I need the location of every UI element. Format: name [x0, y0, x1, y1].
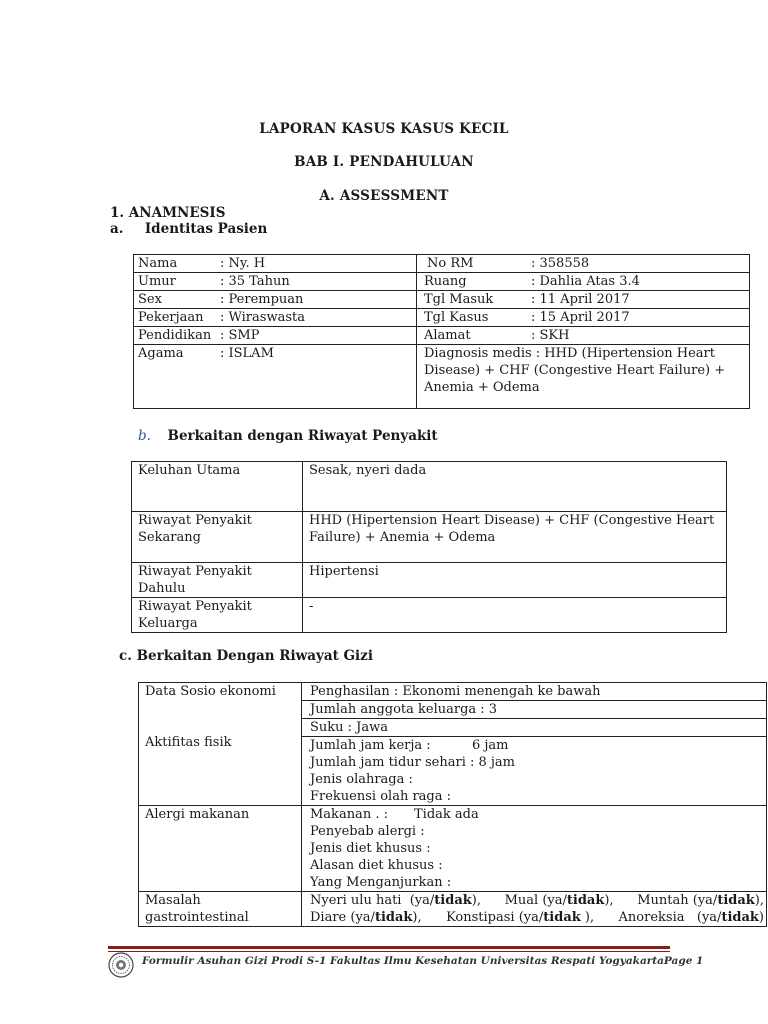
gizi-jam-kerja-val: 6 jam: [472, 738, 509, 753]
gizi-jam-kerja-key: Jumlah jam kerja :: [310, 738, 431, 753]
gastro-item: Anoreksia (ya/tidak): [618, 910, 764, 925]
table-row: [132, 598, 727, 633]
id-val-pendidikan: : SMP: [220, 328, 260, 343]
rp-val-keluhan: Sesak, nyeri dada: [303, 462, 727, 512]
id-key-umur: Umur: [138, 274, 176, 289]
id-val-sex: : Perempuan: [220, 292, 304, 307]
id-diagnosis: Diagnosis medis : HHD (Hipertension Heart Disease) + CHF (Congestive Heart Failure) + Anemia + Odema: [424, 346, 726, 395]
gizi-key-alergi: Alergi makanan: [139, 806, 302, 892]
gizi-makanan-val: Tidak ada: [414, 807, 479, 822]
id-key-tglmasuk: Tgl Masuk: [424, 292, 494, 307]
table-row: [134, 255, 750, 273]
id-key-nama: Nama: [138, 256, 178, 271]
id-val-agama: : ISLAM: [220, 346, 274, 361]
gastro-item: Mual (ya/tidak),: [504, 893, 614, 908]
gizi-menganjurkan: Yang Menganjurkan :: [310, 875, 452, 890]
gizi-penyebab: Penyebab alergi :: [310, 824, 425, 839]
rp-val-sekarang: HHD (Hipertension Heart Disease) + CHF (Congestive Heart Failure) + Anemia + Odema: [303, 512, 727, 563]
gizi-key-aktifitas: Aktifitas fisik: [145, 735, 232, 750]
gizi-key-gastro: Masalah gastrointestinal: [139, 892, 302, 927]
chapter-title: BAB I. PENDAHULUAN: [294, 154, 474, 170]
table-row: [139, 806, 767, 892]
riwayat-penyakit-heading: [138, 428, 438, 444]
id-val-nama: : Ny. H: [220, 256, 266, 271]
footer-rule: [108, 946, 670, 949]
gizi-jenis-diet: Jenis diet khusus :: [310, 841, 431, 856]
id-key-pekerjaan: Pekerjaan: [138, 310, 204, 325]
anamnesis-heading: 1. ANAMNESIS: [110, 205, 226, 221]
table-row: [132, 462, 727, 512]
gastro-item: Diare (ya/tidak),: [310, 910, 422, 925]
rp-key-sekarang: Riwayat Penyakit Sekarang: [132, 512, 303, 563]
id-key-sex: Sex: [138, 292, 162, 307]
section-title: A. ASSESSMENT: [319, 188, 449, 204]
gastro-item: Konstipasi (ya/tidak ),: [446, 910, 595, 925]
id-key-tglkasus: Tgl Kasus: [424, 310, 489, 325]
table-row: [134, 345, 750, 409]
document-title: LAPORAN KASUS KASUS KECIL: [259, 121, 509, 137]
rp-key-dahulu: Riwayat Penyakit Dahulu: [132, 563, 303, 598]
id-val-tglkasus: : 15 April 2017: [531, 310, 630, 325]
gizi-frekuensi: Frekuensi olah raga :: [302, 788, 767, 806]
gizi-alasan-diet: Alasan diet khusus :: [310, 858, 443, 873]
rp-key-keluarga: Riwayat Penyakit Keluarga: [132, 598, 303, 633]
footer-rule-thin: [108, 951, 670, 952]
university-seal-icon: [108, 952, 134, 978]
gizi-jam-tidur: Jumlah jam tidur sehari : 8 jam: [302, 754, 767, 771]
gizi-jenis-olahraga: Jenis olahraga :: [302, 771, 767, 788]
id-val-tglmasuk: : 11 April 2017: [531, 292, 630, 307]
id-val-alamat: : SKH: [531, 328, 570, 343]
table-row: [134, 309, 750, 327]
id-val-norm: : 358558: [531, 256, 590, 271]
id-key-pendidikan: Pendidikan: [138, 328, 212, 343]
rp-key-keluhan: Keluhan Utama: [132, 462, 303, 512]
table-row: [139, 683, 767, 701]
identitas-heading: [110, 221, 267, 237]
identitas-marker: a.: [110, 221, 124, 237]
id-key-norm: No RM: [427, 256, 474, 271]
riwayat-penyakit-table: [131, 461, 727, 633]
riwayat-gizi-heading: c. Berkaitan Dengan Riwayat Gizi: [119, 648, 373, 664]
table-row: [134, 327, 750, 345]
gastro-item: Nyeri ulu hati (ya/tidak),: [310, 893, 481, 908]
id-key-alamat: Alamat: [424, 328, 471, 343]
gizi-key-sosio: Data Sosio ekonomi: [145, 684, 276, 699]
riwayat-penyakit-marker: b.: [138, 428, 151, 444]
id-key-ruang: Ruang: [424, 274, 467, 289]
gizi-makanan-key: Makanan . :: [310, 807, 388, 822]
id-key-agama: Agama: [138, 346, 184, 361]
table-row: [134, 273, 750, 291]
id-val-pekerjaan: : Wiraswasta: [220, 310, 305, 325]
identitas-label: Identitas Pasien: [144, 221, 268, 237]
riwayat-gizi-table: [138, 682, 767, 927]
id-val-ruang: : Dahlia Atas 3.4: [531, 274, 640, 289]
table-row: [132, 512, 727, 563]
gizi-jumlah-keluarga: Jumlah anggota keluarga : 3: [302, 701, 767, 719]
identity-table: [133, 254, 750, 409]
riwayat-penyakit-label: Berkaitan dengan Riwayat Penyakit: [167, 428, 438, 444]
gizi-suku: Suku : Jawa: [302, 719, 767, 737]
gizi-penghasilan: Penghasilan : Ekonomi menengah ke bawah: [302, 683, 767, 701]
gastro-item: Muntah (ya/tidak),: [637, 893, 764, 908]
rp-val-keluarga: -: [303, 598, 727, 633]
table-row: [134, 291, 750, 309]
id-val-umur: : 35 Tahun: [220, 274, 290, 289]
table-row: [139, 892, 767, 927]
footer-text: Formulir Asuhan Gizi Prodi S-1 Fakultas Ilmu Kesehatan Universitas Respati YogyakartaPage 1: [142, 955, 704, 967]
rp-val-dahulu: Hipertensi: [303, 563, 727, 598]
table-row: [132, 563, 727, 598]
